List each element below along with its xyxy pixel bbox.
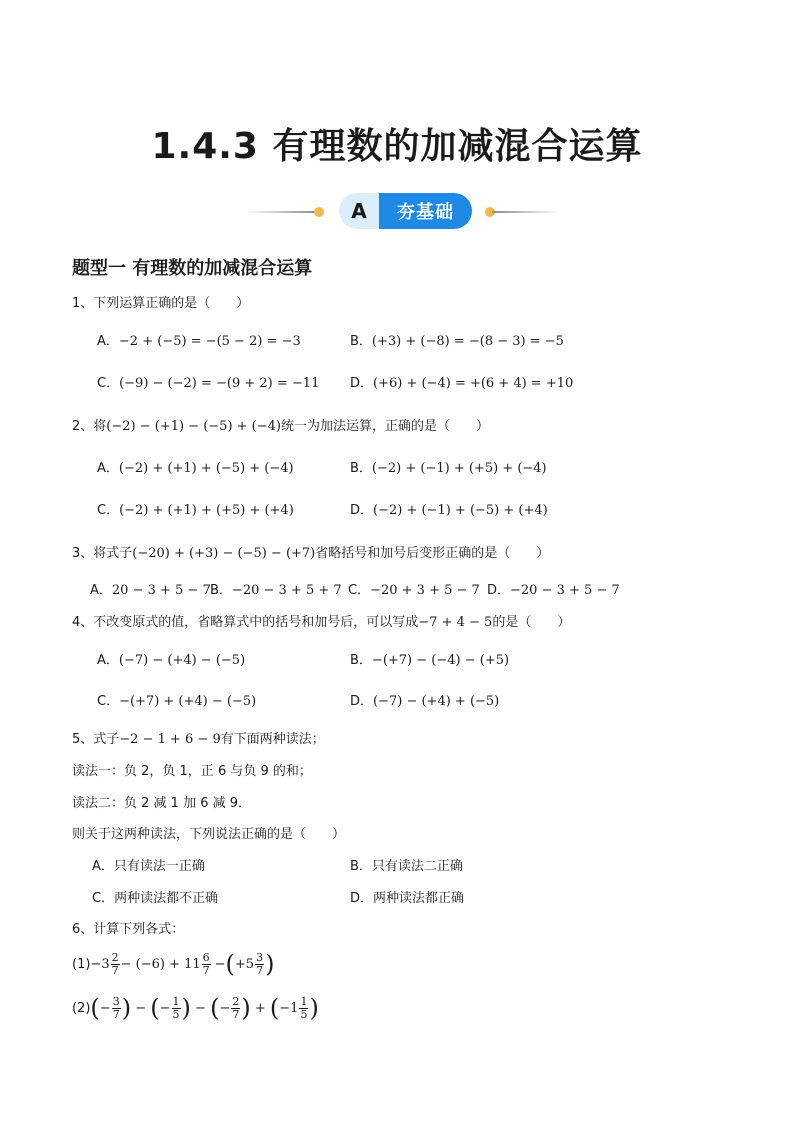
- stem-text: 的是（ ）: [492, 615, 571, 630]
- q1-option-c: [97, 372, 319, 391]
- stem-expr: (−2) − (+1) − (−5) + (−4): [106, 419, 281, 434]
- numerator: 3: [256, 950, 264, 964]
- divider-dot-left: [314, 207, 324, 217]
- badge-text: 夯基础: [379, 193, 472, 229]
- q5-option-b: [350, 855, 463, 874]
- option-label: C．: [97, 376, 120, 391]
- fraction: [202, 952, 211, 977]
- operator: +: [250, 1000, 270, 1016]
- option-label: A．: [97, 334, 119, 349]
- option-label: A．: [97, 653, 119, 668]
- paren-close: ): [265, 950, 275, 978]
- option-expr: (−9) − (−2) = −(9 + 2) = −11: [119, 376, 320, 391]
- q3-option-a: [90, 579, 211, 598]
- section-title: 题型一 有理数的加减混合运算: [72, 258, 313, 279]
- option-expr: (−2) + (+1) + (+5) + (+4): [119, 503, 294, 518]
- option-label: D．: [350, 503, 374, 518]
- numerator: 6: [202, 950, 210, 964]
- stem-text: 3、将式子: [72, 546, 133, 561]
- denominator: 7: [256, 963, 264, 977]
- numerator: 2: [232, 994, 240, 1008]
- operator: −: [219, 1000, 231, 1016]
- paren-open: (: [225, 950, 235, 978]
- option-label: D．: [487, 583, 511, 598]
- q3-option-d: [487, 579, 620, 598]
- option-label: B．: [210, 583, 232, 598]
- option-text: 只有读法二正确: [371, 859, 463, 874]
- paren-close: ): [241, 994, 251, 1022]
- operator: −: [190, 1000, 211, 1016]
- q4-option-b: [350, 649, 509, 668]
- stem-text: 统一为加法运算，正确的是（ ）: [280, 419, 489, 434]
- paren-close: ): [181, 994, 191, 1022]
- option-expr: (−2) + (+1) + (−5) + (−4): [118, 461, 294, 476]
- q1-option-d: [350, 372, 573, 391]
- part-label: (2): [72, 1000, 91, 1016]
- q6-part-2: [72, 990, 319, 1026]
- denominator: 5: [300, 1007, 308, 1021]
- option-label: B．: [350, 334, 372, 349]
- option-expr: −(+7) − (−4) − (+5): [371, 653, 510, 668]
- q5-question: 则关于这两种读法，下列说法正确的是（ ）: [72, 827, 346, 842]
- fraction: [299, 996, 308, 1021]
- option-expr: −20 − 3 + 5 + 7: [231, 583, 342, 598]
- denominator: 5: [172, 1007, 180, 1021]
- operator: −: [159, 1000, 171, 1016]
- option-expr: (−7) − (+4) + (−5): [373, 694, 500, 709]
- fraction: [112, 996, 121, 1021]
- q3-option-c: [348, 579, 480, 598]
- q1-option-a: [97, 330, 301, 349]
- page-title: 1.4.3 有理数的加减混合运算: [151, 126, 643, 167]
- option-label: D．: [350, 694, 374, 709]
- q4-option-d: [350, 690, 499, 709]
- q5-reading-1: 读法一：负 2，负 1，正 6 与负 9 的和；: [72, 764, 312, 779]
- stem-expr: −7 + 4 − 5: [418, 615, 493, 630]
- q6-part-1: [72, 947, 274, 981]
- option-label: B．: [350, 859, 372, 874]
- denominator: 7: [202, 963, 210, 977]
- stem-text: 省略括号和加号后变形正确的是（ ）: [315, 546, 550, 561]
- paren-open: (: [210, 994, 220, 1022]
- option-expr: (−2) + (−1) + (+5) + (−4): [371, 461, 547, 476]
- q4-option-c: [97, 690, 256, 709]
- option-text: 两种读法都正确: [373, 891, 465, 906]
- part-label: (1): [72, 956, 91, 972]
- q4-stem: [72, 611, 570, 630]
- denominator: 7: [111, 963, 119, 977]
- fraction: [255, 952, 264, 977]
- option-expr: 20 − 3 + 5 − 7: [111, 583, 211, 598]
- paren-close: ): [121, 994, 132, 1022]
- option-expr: −20 + 3 + 5 − 7: [370, 583, 480, 598]
- numerator: 1: [172, 994, 180, 1008]
- numerator: 3: [112, 994, 120, 1008]
- option-label: A．: [97, 461, 119, 476]
- operator: −: [214, 956, 226, 972]
- q2-option-c: [97, 499, 294, 518]
- option-label: B．: [350, 653, 372, 668]
- mixed-number-whole: +5: [234, 956, 255, 972]
- divider-left: [246, 211, 316, 213]
- option-expr: −2 + (−5) = −(5 − 2) = −3: [118, 334, 301, 349]
- stem-expr: (−20) + (+3) − (−5) − (+7): [132, 546, 316, 561]
- q2-option-a: [97, 457, 294, 476]
- q4-option-a: [97, 649, 245, 668]
- q2-stem: [72, 415, 489, 434]
- fraction: [172, 996, 181, 1021]
- option-label: A．: [92, 859, 114, 874]
- paren-open: (: [269, 994, 280, 1022]
- q5-option-a: [92, 855, 205, 874]
- option-label: D．: [350, 376, 374, 391]
- stem-expr: −2 − 1 + 6 − 9: [119, 732, 221, 747]
- paren-close: ): [309, 994, 319, 1022]
- q5-reading-2: 读法二：负 2 减 1 加 6 减 9．: [72, 796, 252, 811]
- stem-text: 2、将: [72, 419, 107, 434]
- stem-text: 4、不改变原式的值，省略算式中的括号和加号后，可以写成: [72, 615, 419, 630]
- q5-option-c: [92, 887, 218, 906]
- option-label: D．: [350, 891, 374, 906]
- option-label: C．: [92, 891, 115, 906]
- option-expr: (−7) − (+4) − (−5): [118, 653, 246, 668]
- q2-option-b: [350, 457, 547, 476]
- denominator: 7: [112, 1007, 120, 1021]
- q5-stem: [72, 728, 325, 747]
- option-text: 只有读法一正确: [113, 859, 205, 874]
- option-expr: −20 − 3 + 5 − 7: [510, 583, 620, 598]
- operator: −: [99, 1000, 111, 1016]
- expr-segment: − (−6) + 11: [120, 956, 201, 972]
- option-label: B．: [350, 461, 372, 476]
- q1-option-b: [350, 330, 564, 349]
- stem-text: 5、式子: [72, 732, 120, 747]
- option-label: A．: [90, 583, 112, 598]
- option-label: C．: [97, 694, 120, 709]
- option-text: 两种读法都不正确: [114, 891, 219, 906]
- option-label: C．: [348, 583, 371, 598]
- q3-option-b: [210, 579, 342, 598]
- divider-right: [492, 211, 560, 213]
- option-expr: −(+7) + (+4) − (−5): [119, 694, 257, 709]
- operator: −: [131, 1000, 151, 1016]
- option-label: C．: [97, 503, 120, 518]
- option-expr: (+3) + (−8) = −(8 − 3) = −5: [371, 334, 564, 349]
- fraction: [111, 952, 120, 977]
- numerator: 1: [300, 994, 308, 1008]
- option-expr: (+6) + (−4) = +(6 + 4) = +10: [373, 376, 574, 391]
- mixed-number-whole: −3: [90, 956, 110, 972]
- stem-text: 有下面两种读法；: [220, 732, 325, 747]
- paren-open: (: [150, 994, 160, 1022]
- q3-stem: [72, 542, 549, 561]
- q5-option-d: [350, 887, 464, 906]
- level-badge: [339, 193, 472, 229]
- mixed-number-whole: −1: [279, 1000, 299, 1016]
- q1-stem: 1、下列运算正确的是（ ）: [72, 296, 250, 311]
- badge-letter: A: [339, 193, 379, 229]
- option-expr: (−2) + (−1) + (−5) + (+4): [373, 503, 548, 518]
- q6-stem: 6、计算下列各式：: [72, 922, 185, 937]
- paren-open: (: [90, 994, 100, 1022]
- q2-option-d: [350, 499, 548, 518]
- fraction: [231, 996, 240, 1021]
- denominator: 7: [232, 1007, 240, 1021]
- numerator: 2: [111, 950, 119, 964]
